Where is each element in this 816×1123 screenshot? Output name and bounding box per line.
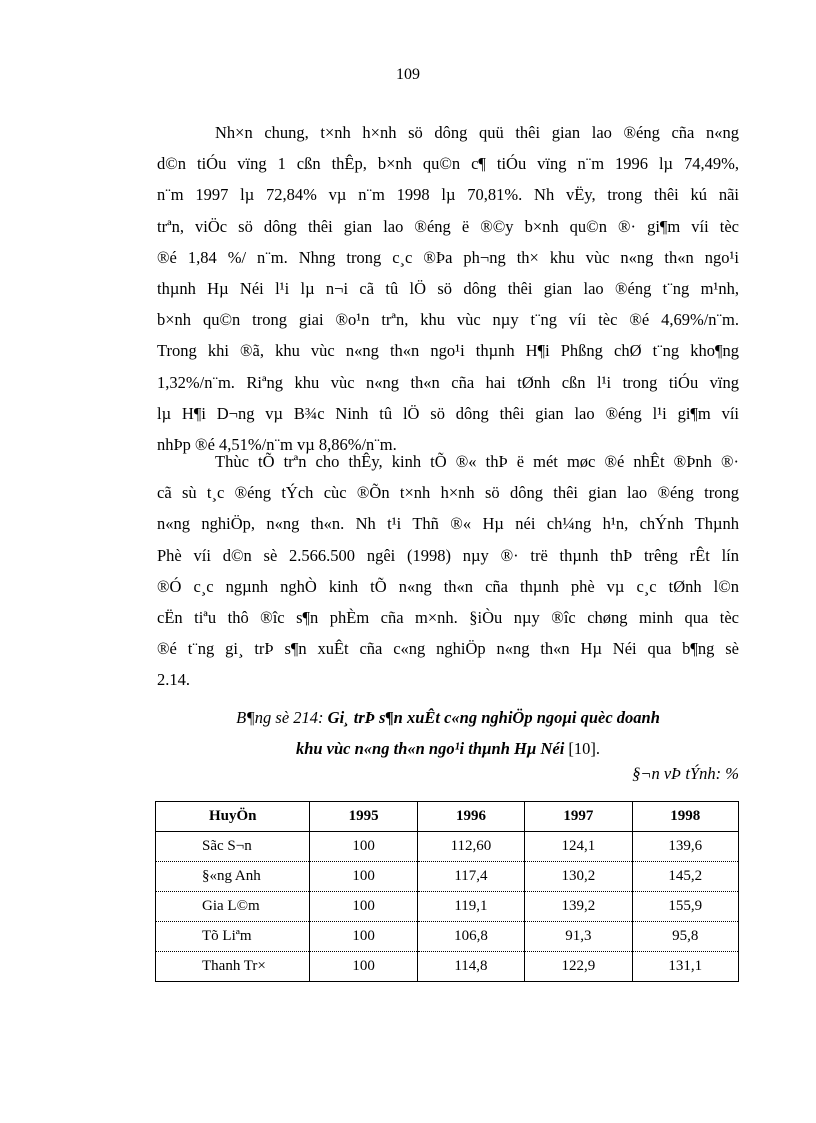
table-caption-continued	[157, 733, 739, 764]
table-cell: 130,2	[525, 862, 632, 892]
column-header-1996: 1996	[417, 802, 524, 832]
paragraph-line: ®é 1,84 %/ n¨m. Nhng trong c¸c ®Þa ph¬ng th× khu vùc n«ng th«n ngo¹i	[157, 247, 739, 267]
table-cell: 117,4	[417, 862, 524, 892]
column-header-1997: 1997	[525, 802, 632, 832]
table-cell: 114,8	[417, 952, 524, 982]
table-cell: 122,9	[525, 952, 632, 982]
paragraph-line: trªn, viÖc sö dông thêi gian lao ®éng ë ®©y b×nh qu©n ®· gi¶m víi tèc	[157, 216, 739, 236]
page-number: 109	[396, 66, 420, 83]
paragraph-line: nhÞp ®é 4,51%/n¨m vµ 8,86%/n¨m.	[157, 435, 397, 455]
paragraph-line: ®é t¨ng gi¸ trÞ s¶n xuÊt cña c«ng nghiÖp n«ng th«n Hµ Néi qua b¶ng sè	[157, 639, 739, 659]
paragraph-1	[157, 117, 739, 460]
paragraph-line: 1,32%/n¨m. Riªng khu vùc n«ng th«n cña hai tØnh cßn l¹i trong tiÓu vïng	[157, 372, 739, 392]
table-cell: 124,1	[525, 832, 632, 862]
paragraph-line: Thùc tÕ trªn cho thÊy, kinh tÕ ®« thÞ ë mét møc ®é nhÊt ®Þnh ®·	[215, 452, 739, 471]
table-row	[156, 922, 739, 952]
paragraph-line: cËn tiªu thô ®îc s¶n phÈm cña m×nh. §iÒu nµy ®îc chøng minh qua tèc	[157, 608, 739, 628]
table-cell: Thanh Tr×	[156, 952, 310, 982]
table-citation: [10].	[568, 739, 601, 758]
table-caption-title: khu vùc n«ng th«n ngo¹i thµnh Hµ Néi	[295, 739, 565, 758]
table-cell: 139,2	[525, 892, 632, 922]
paragraph-line: n«ng nghiÖp, n«ng th«n. Nh t¹i Thñ ®« Hµ néi ch¼ng h¹n, chÝnh Thµnh	[157, 514, 739, 534]
table-row	[156, 832, 739, 862]
table-cell: 155,9	[632, 892, 738, 922]
paragraph-line: d©n tiÓu vïng 1 cßn thÊp, b×nh qu©n c¶ tiÓu vïng n¨m 1996 lµ 74,49%,	[157, 154, 739, 174]
table-caption-title: Gi¸ trÞ s¶n xuÊt c«ng nghiÖp ngoµi quèc doanh	[327, 708, 660, 727]
column-header-district: HuyÖn	[156, 802, 310, 832]
table-cell: 119,1	[417, 892, 524, 922]
paragraph-line: thµnh Hµ Néi l¹i lµ n¬i cã tû lÖ sö dông thêi gian lao ®éng t¨ng m¹nh,	[157, 279, 739, 299]
paragraph-line: Trong khi ®ã, khu vùc n«ng th«n ngo¹i thµnh H¶i Phßng chØ t¨ng kho¶ng	[157, 341, 739, 361]
table-cell: 131,1	[632, 952, 738, 982]
table-row	[156, 862, 739, 892]
table-row	[156, 892, 739, 922]
table-cell: 100	[310, 892, 417, 922]
data-table	[155, 801, 739, 982]
table-cell: 106,8	[417, 922, 524, 952]
table-cell: 100	[310, 832, 417, 862]
table-cell: 145,2	[632, 862, 738, 892]
paragraph-line: Nh×n chung, t×nh h×nh sö dông quü thêi gian lao ®éng cña n«ng	[215, 123, 739, 142]
table-cell: 95,8	[632, 922, 738, 952]
table-cell: 100	[310, 952, 417, 982]
paragraph-line: 2.14.	[157, 670, 190, 690]
column-header-1998: 1998	[632, 802, 738, 832]
table-cell: Gia L©m	[156, 892, 310, 922]
paragraph-line: cã sù t¸c ®éng tÝch cùc ®Õn t×nh h×nh sö dông thêi gian lao ®éng trong	[157, 483, 739, 503]
paragraph-line: b×nh qu©n trong giai ®o¹n trªn, khu vùc nµy t¨ng víi tèc ®é 4,69%/n¨m.	[157, 310, 739, 330]
table-row	[156, 952, 739, 982]
paragraph-line: n¨m 1997 lµ 72,84% vµ n¨m 1998 lµ 70,81%. Nh vËy, trong thêi kú nãi	[157, 185, 739, 205]
table-cell: 100	[310, 862, 417, 892]
table-cell: 100	[310, 922, 417, 952]
paragraph-line: Phè víi d©n sè 2.566.500 ngêi (1998) nµy ®· trë thµnh thÞ trêng rÊt lín	[157, 545, 739, 565]
table-caption-label: B¶ng sè 214:	[236, 708, 324, 727]
table-cell: Tõ Liªm	[156, 922, 310, 952]
table-header-row	[156, 802, 739, 832]
table-cell: 91,3	[525, 922, 632, 952]
unit-note: §¬n vÞ tÝnh: %	[632, 764, 739, 783]
table-cell: Sãc S¬n	[156, 832, 310, 862]
paragraph-line: lµ H¶i D¬ng vµ B¾c Ninh tû lÖ sö dông thêi gian lao ®éng l¹i gi¶m víi	[157, 403, 739, 423]
paragraph-2	[157, 446, 739, 696]
table-cell: 139,6	[632, 832, 738, 862]
paragraph-line: ®Ó c¸c ngµnh nghÒ kinh tÕ n«ng th«n cña thµnh phè vµ c¸c tØnh l©n	[157, 576, 739, 596]
table-caption	[157, 702, 739, 733]
column-header-1995: 1995	[310, 802, 417, 832]
table-cell: 112,60	[417, 832, 524, 862]
table-cell: §«ng Anh	[156, 862, 310, 892]
